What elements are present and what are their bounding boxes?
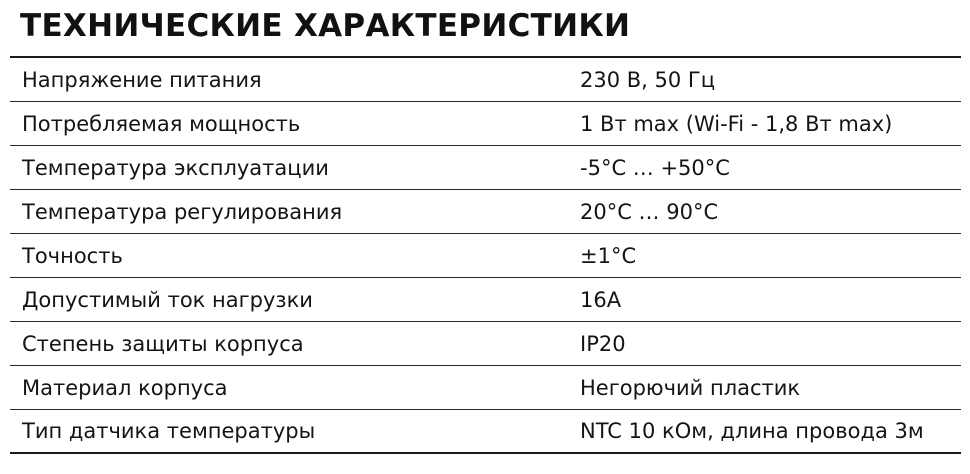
table-row (10, 146, 961, 190)
param-value: 1 Вт max (Wi-Fi - 1,8 Вт max) (580, 111, 893, 136)
table-row (10, 234, 961, 278)
param-value: IP20 (580, 331, 626, 356)
param-name: Тип датчика температуры (22, 419, 316, 443)
param-value: NTC 10 кОм, длина провода 3м (580, 419, 924, 443)
param-name: Напряжение питания (22, 67, 262, 92)
param-value: ±1°C (580, 243, 637, 268)
table-row (10, 322, 961, 366)
param-value: Негорючий пластик (580, 375, 801, 400)
table-row (10, 102, 961, 146)
param-name: Степень защиты корпуса (22, 331, 304, 356)
table-row (10, 190, 961, 234)
param-value: 16A (580, 287, 622, 312)
table-row (10, 410, 961, 454)
table-row (10, 278, 961, 322)
param-name: Допустимый ток нагрузки (22, 287, 313, 312)
param-value: 230 В, 50 Гц (580, 67, 716, 92)
param-name: Температура регулирования (22, 199, 343, 224)
specs-table (10, 56, 961, 454)
table-row (10, 58, 961, 102)
param-name: Точность (22, 243, 123, 268)
param-value: -5°C … +50°C (580, 155, 730, 180)
page-title: ТЕХНИЧЕСКИЕ ХАРАКТЕРИСТИКИ (20, 8, 631, 44)
param-name: Потребляемая мощность (22, 111, 301, 136)
param-name: Материал корпуса (22, 375, 228, 400)
param-name: Температура эксплуатации (22, 155, 329, 180)
param-value: 20°C … 90°C (580, 199, 719, 224)
table-row (10, 366, 961, 410)
